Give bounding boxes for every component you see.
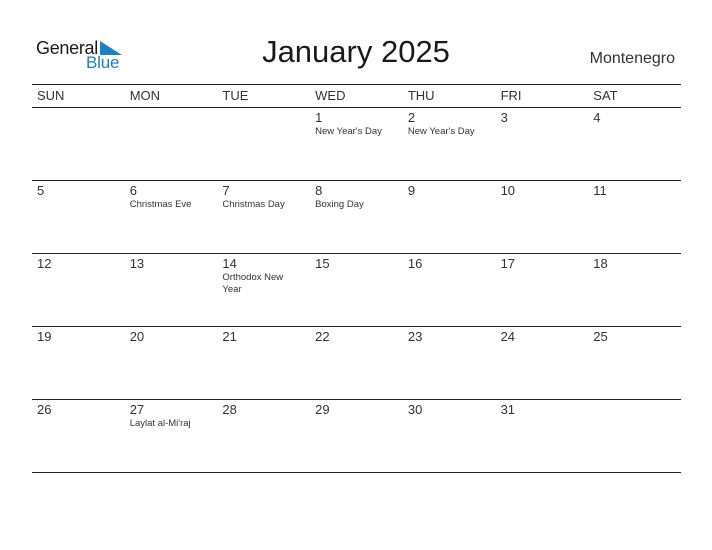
day-number: 26	[37, 402, 52, 417]
week-row	[32, 108, 681, 181]
day-cell	[217, 327, 310, 399]
day-number: 17	[500, 256, 516, 271]
day-cell	[588, 400, 681, 472]
day-number: 24	[500, 329, 516, 344]
day-cell	[310, 400, 403, 472]
day-cell	[310, 108, 403, 180]
day-number: 15	[315, 256, 330, 271]
day-number: 18	[593, 256, 608, 271]
day-number: 25	[593, 329, 608, 344]
logo-text-general: General	[36, 38, 98, 58]
day-cell	[125, 181, 218, 253]
day-number: 16	[407, 256, 423, 271]
day-cell	[588, 181, 681, 253]
weekday-header: MON	[129, 88, 161, 103]
day-cell	[496, 108, 589, 180]
day-cell	[588, 327, 681, 399]
logo-text-blue: Blue	[86, 53, 120, 72]
day-number: 1	[315, 110, 323, 125]
day-number: 12	[37, 256, 52, 271]
day-cell	[125, 108, 218, 180]
day-cell	[32, 400, 125, 472]
weekday-header: SUN	[37, 88, 65, 103]
holiday-label: New Year's Day	[315, 126, 382, 137]
day-number: 22	[315, 329, 330, 344]
day-number: 3	[500, 110, 508, 125]
day-cell	[310, 254, 403, 326]
holiday-label: Laylat al-Mi'raj	[129, 418, 191, 429]
day-number: 23	[407, 329, 423, 344]
day-cell	[403, 400, 496, 472]
day-number: 10	[500, 183, 516, 198]
day-cell	[217, 181, 310, 253]
day-cell	[32, 254, 125, 326]
day-cell	[217, 254, 310, 326]
day-number: 2	[407, 110, 416, 125]
day-cell	[32, 108, 125, 180]
weekday-header: WED	[315, 88, 346, 103]
day-cell	[403, 108, 496, 180]
day-number: 21	[222, 329, 237, 344]
day-cell	[496, 181, 589, 253]
weekday-header: SAT	[593, 88, 618, 103]
day-number: 20	[129, 329, 145, 344]
day-cell	[588, 254, 681, 326]
day-cell	[403, 254, 496, 326]
day-number: 19	[37, 329, 52, 344]
day-number: 7	[222, 183, 230, 198]
holiday-label: Orthodox New Year	[222, 272, 284, 295]
day-number: 14	[222, 256, 237, 271]
day-number: 29	[315, 402, 330, 417]
day-cell	[125, 254, 218, 326]
day-number: 11	[593, 183, 607, 198]
day-cell	[217, 108, 310, 180]
holiday-label: Boxing Day	[315, 199, 364, 210]
day-number: 27	[129, 402, 145, 417]
day-cell	[217, 400, 310, 472]
weekday-header-row	[32, 84, 681, 108]
holiday-label: Christmas Day	[222, 199, 285, 210]
day-cell	[310, 327, 403, 399]
day-number: 4	[593, 110, 601, 125]
day-cell	[125, 400, 218, 472]
day-number: 5	[37, 183, 45, 198]
week-row	[32, 327, 681, 400]
day-cell	[588, 108, 681, 180]
week-row	[32, 181, 681, 254]
weekday-header: TUE	[222, 88, 249, 103]
week-row	[32, 400, 681, 473]
week-row	[32, 254, 681, 327]
day-cell	[32, 327, 125, 399]
weekday-header: FRI	[500, 88, 522, 103]
day-number: 8	[315, 183, 323, 198]
day-cell	[403, 181, 496, 253]
day-cell	[32, 181, 125, 253]
day-number: 13	[129, 256, 145, 271]
day-number: 28	[222, 402, 237, 417]
holiday-label: Christmas Eve	[129, 199, 192, 210]
day-number: 6	[129, 183, 137, 198]
calendar-title: January 2025	[262, 34, 450, 69]
holiday-label: New Year's Day	[407, 126, 475, 137]
day-number: 30	[407, 402, 423, 417]
day-cell	[310, 181, 403, 253]
day-cell	[496, 400, 589, 472]
weeks-container	[32, 108, 681, 473]
country-name: Montenegro	[589, 50, 675, 67]
day-cell	[125, 327, 218, 399]
day-cell	[403, 327, 496, 399]
day-cell	[496, 254, 589, 326]
day-number: 9	[407, 183, 416, 198]
calendar-grid	[32, 84, 681, 473]
day-cell	[496, 327, 589, 399]
weekday-header: THU	[407, 88, 435, 103]
day-number: 31	[500, 402, 516, 417]
